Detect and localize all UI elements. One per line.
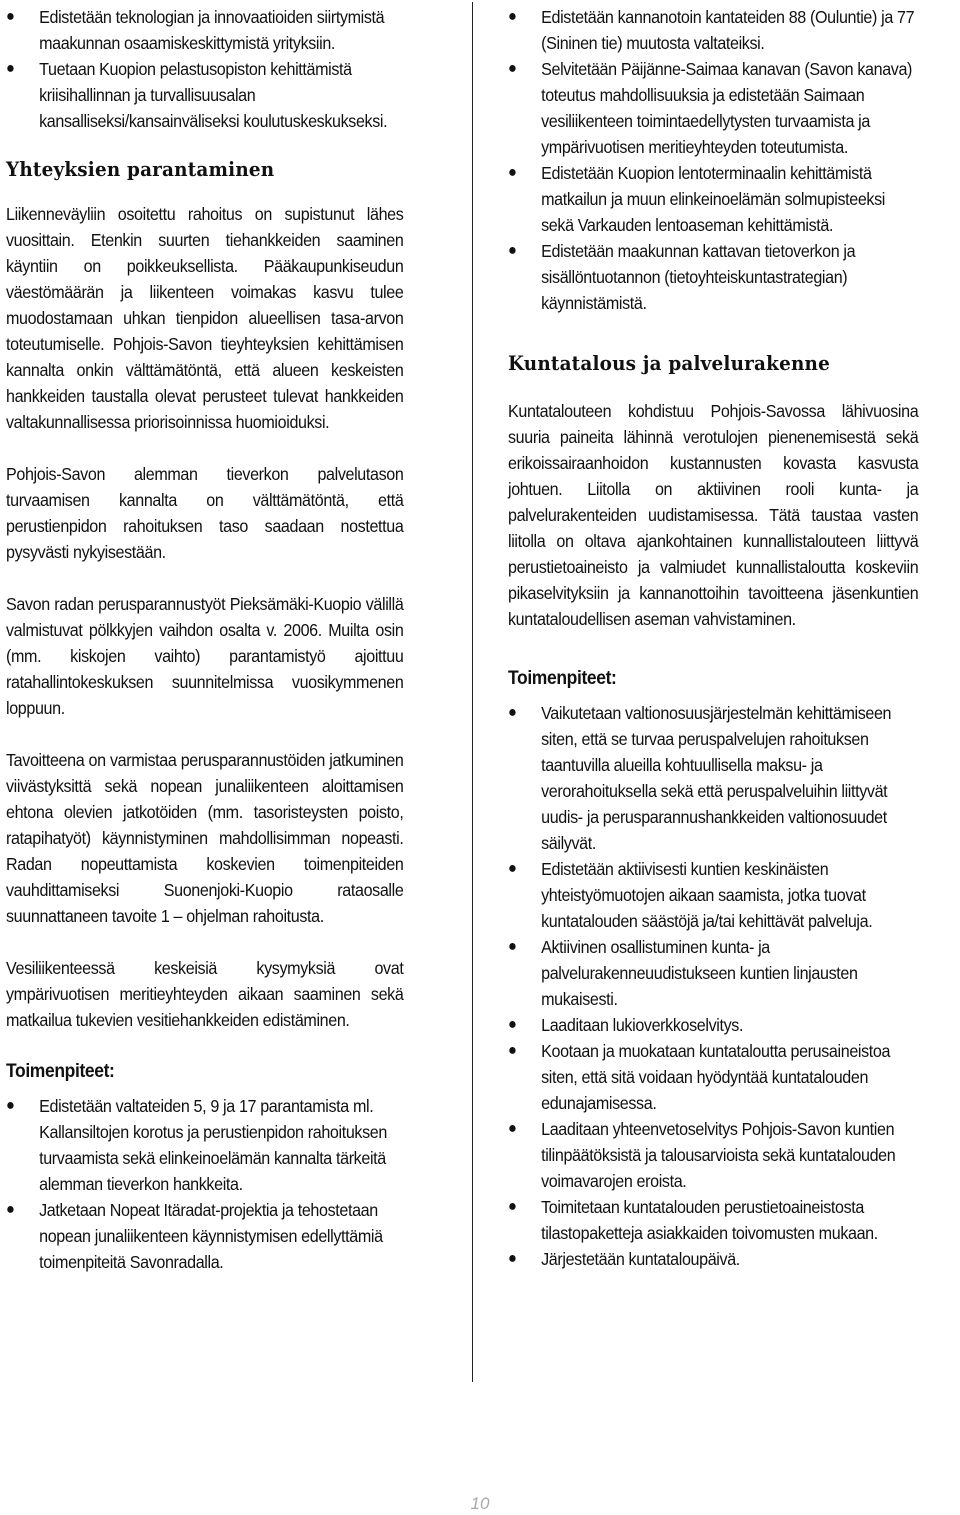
bullet-icon: ●	[508, 60, 517, 77]
list-item: ● Edistetään teknologian ja innovaatioiden siirtymistä maakunnan osaamiskeskittymistä yrityksiin.	[6, 4, 403, 56]
bullet-icon: ●	[508, 1198, 517, 1215]
list-item: ● Edistetään Kuopion lentoterminaalin kehittämistä matkailun ja muun elinkeinoelämän solmupisteeksi sekä Varkauden lentoaseman kehittämistä.	[508, 160, 918, 238]
measures-heading-right: Toimenpiteet:	[508, 668, 617, 689]
bullet-icon: ●	[508, 1250, 517, 1267]
right-column	[508, 4, 918, 1272]
measures-list-right	[508, 700, 918, 1272]
list-item: ● Toimitetaan kuntatalouden perustietoaineistosta tilastopaketteja asiakkaiden toivomusten mukaan.	[508, 1194, 918, 1246]
bullet-icon: ●	[6, 60, 15, 77]
bullet-icon: ●	[508, 8, 517, 25]
list-item: ● Aktiivinen osallistuminen kunta- ja palvelurakenneuudistukseen kuntien linjausten mukaisesti.	[508, 934, 918, 1012]
left-column	[6, 4, 403, 1275]
body-paragraph: Tavoitteena on varmistaa perusparannustöiden jatkuminen viivästyksittä sekä nopean junaliikenteen aloittamisen ehtona olevien jatkotöiden (mm. tasoristeysten poisto, ratapihatyöt) käynnistyminen mahdollisimman nopeasti. Radan nopeuttamista koskevien toimenpiteiden vauhdittamiseksi Suonenjoki-Kuopio rataosalle suunnattaneen tavoite 1 – ohjelman rahoitusta.	[6, 750, 404, 926]
list-item: ● Tuetaan Kuopion pelastusopiston kehittämistä kriisihallinnan ja turvallisuusalan kansalliseksi/kansainväliseksi koulutuskeskukseksi.	[6, 56, 403, 134]
bullet-icon: ●	[508, 1016, 517, 1033]
list-item: ● Edistetään maakunnan kattavan tietoverkon ja sisällöntuotannon (tietoyhteiskuntastrategian) käynnistämistä.	[508, 238, 918, 316]
bullet-icon: ●	[6, 1201, 15, 1218]
bullet-icon: ●	[508, 1120, 517, 1137]
bullet-icon: ●	[508, 938, 517, 955]
list-item: ● Järjestetään kuntataloupäivä.	[508, 1246, 918, 1272]
intro-bullet-list-right	[508, 4, 918, 316]
page-number: 10	[470, 1494, 490, 1513]
list-item: ● Jatketaan Nopeat Itäradat-projektia ja tehostetaan nopean junaliikenteen käynnistymisen edellyttämiä toimenpiteitä Savonradalla.	[6, 1197, 403, 1275]
body-paragraph: Vesiliikenteessä keskeisiä kysymyksiä ovat ympärivuotisen meritieyhteyden aikaan saaminen sekä matkailua tukevien vesitiehankkeiden edistäminen.	[6, 958, 404, 1030]
body-paragraph: Savon radan perusparannustyöt Pieksämäki-Kuopio välillä valmistuvat pölkkyjen vaihdon osalta v. 2006. Muilta osin (mm. kiskojen vaihto) parantamistyö ajoittuu ratahallintokeskuksen suunnitelmissa vuosikymmenen loppuun.	[6, 594, 404, 718]
section-heading-municipal-economy: Kuntatalous ja palvelurakenne	[508, 351, 830, 375]
list-item: ● Edistetään kannanotoin kantateiden 88 (Ouluntie) ja 77 (Sininen tie) muutosta valtateiksi.	[508, 4, 918, 56]
bullet-icon: ●	[6, 1097, 15, 1114]
list-item: ● Kootaan ja muokataan kuntataloutta perusaineistoa siten, että sitä voidaan hyödyntää kuntatalouden edunajamisessa.	[508, 1038, 918, 1116]
measures-list-left	[6, 1093, 403, 1275]
list-item: ● Edistetään aktiivisesti kuntien keskinäisten yhteistyömuotojen aikaan saamista, jotka tuovat kuntatalouden säästöjä ja/tai kehittävät palveluja.	[508, 856, 918, 934]
bullet-icon: ●	[508, 1042, 517, 1059]
bullet-icon: ●	[508, 860, 517, 877]
list-item: ● Edistetään valtateiden 5, 9 ja 17 parantamista ml. Kallansiltojen korotus ja perustienpidon rahoituksen turvaamista sekä elinkeinoelämän kannalta tärkeitä alemman tieverkon hankkeita.	[6, 1093, 403, 1197]
column-divider	[472, 2, 473, 1382]
bullet-icon: ●	[508, 164, 517, 181]
list-item: ● Vaikutetaan valtionosuusjärjestelmän kehittämiseen siten, että se turvaa peruspalvelujen rahoituksen taantuvilla alueilla kohtuullisella maksu- ja verorahoituksella sekä että peruspalveluihin liittyvät uudis- ja perusparannushankkeiden valtionosuudet säilyvät.	[508, 700, 918, 856]
body-paragraph: Liikenneväyliin osoitettu rahoitus on supistunut lähes vuosittain. Etenkin suurten tiehankkeiden saaminen käyntiin on poikkeuksellista. Pääkaupunkiseudun väestömäärän ja liikenteen voimakas kasvu tulee muodostamaan uhkan tienpidon alueellisen tasa-arvon toteutumiselle. Pohjois-Savon tieyhteyksien kehittämisen kannalta onkin välttämätöntä, että alueen keskeisten hankkeiden taustalla olevat perusteet tulevat hankkeiden valtakunnallisessa priorisoinnissa huomioiduksi.	[6, 204, 404, 432]
bullet-icon: ●	[6, 8, 15, 25]
body-paragraph: Pohjois-Savon alemman tieverkon palvelutason turvaamisen kannalta on välttämätöntä, että perustienpidon rahoituksen taso saadaan nostettua pysyvästi nykyisestään.	[6, 464, 404, 562]
list-item: ● Laaditaan yhteenvetoselvitys Pohjois-Savon kuntien tilinpäätöksistä ja talousarvioista sekä kuntatalouden voimavarojen eroista.	[508, 1116, 918, 1194]
intro-bullet-list-left	[6, 4, 403, 134]
list-item: ● Selvitetään Päijänne-Saimaa kanavan (Savon kanava) toteutus mahdollisuuksia ja edistetään Saimaan vesiliikenteen toimintaedellytysten turvaamista ja ympärivuotisen meritieyhteyden toteutumista.	[508, 56, 918, 160]
bullet-icon: ●	[508, 242, 517, 259]
body-paragraph: Kuntatalouteen kohdistuu Pohjois-Savossa lähivuosina suuria paineita lähinnä verotulojen pienenemisestä sekä erikoissairaanhoidon kustannusten kovasta kasvusta johtuen. Liitolla on aktiivinen rooli kunta- ja palvelurakenteiden uudistamisessa. Tätä taustaa vasten liitolla on oltava ajankohtainen kunnallistalouteen liittyvä perustietoaineisto ja valmiudet kunnallistaloutta koskeviin pikaselvityksiin ja kannanottoihin tavoitteena jäsenkuntien kuntataloudellisen aseman vahvistaminen.	[508, 401, 919, 629]
bullet-icon: ●	[508, 704, 517, 721]
measures-heading-left: Toimenpiteet:	[6, 1061, 115, 1082]
list-item: ● Laaditaan lukioverkkoselvitys.	[508, 1012, 918, 1038]
section-heading-connections: Yhteyksien parantaminen	[6, 157, 275, 181]
